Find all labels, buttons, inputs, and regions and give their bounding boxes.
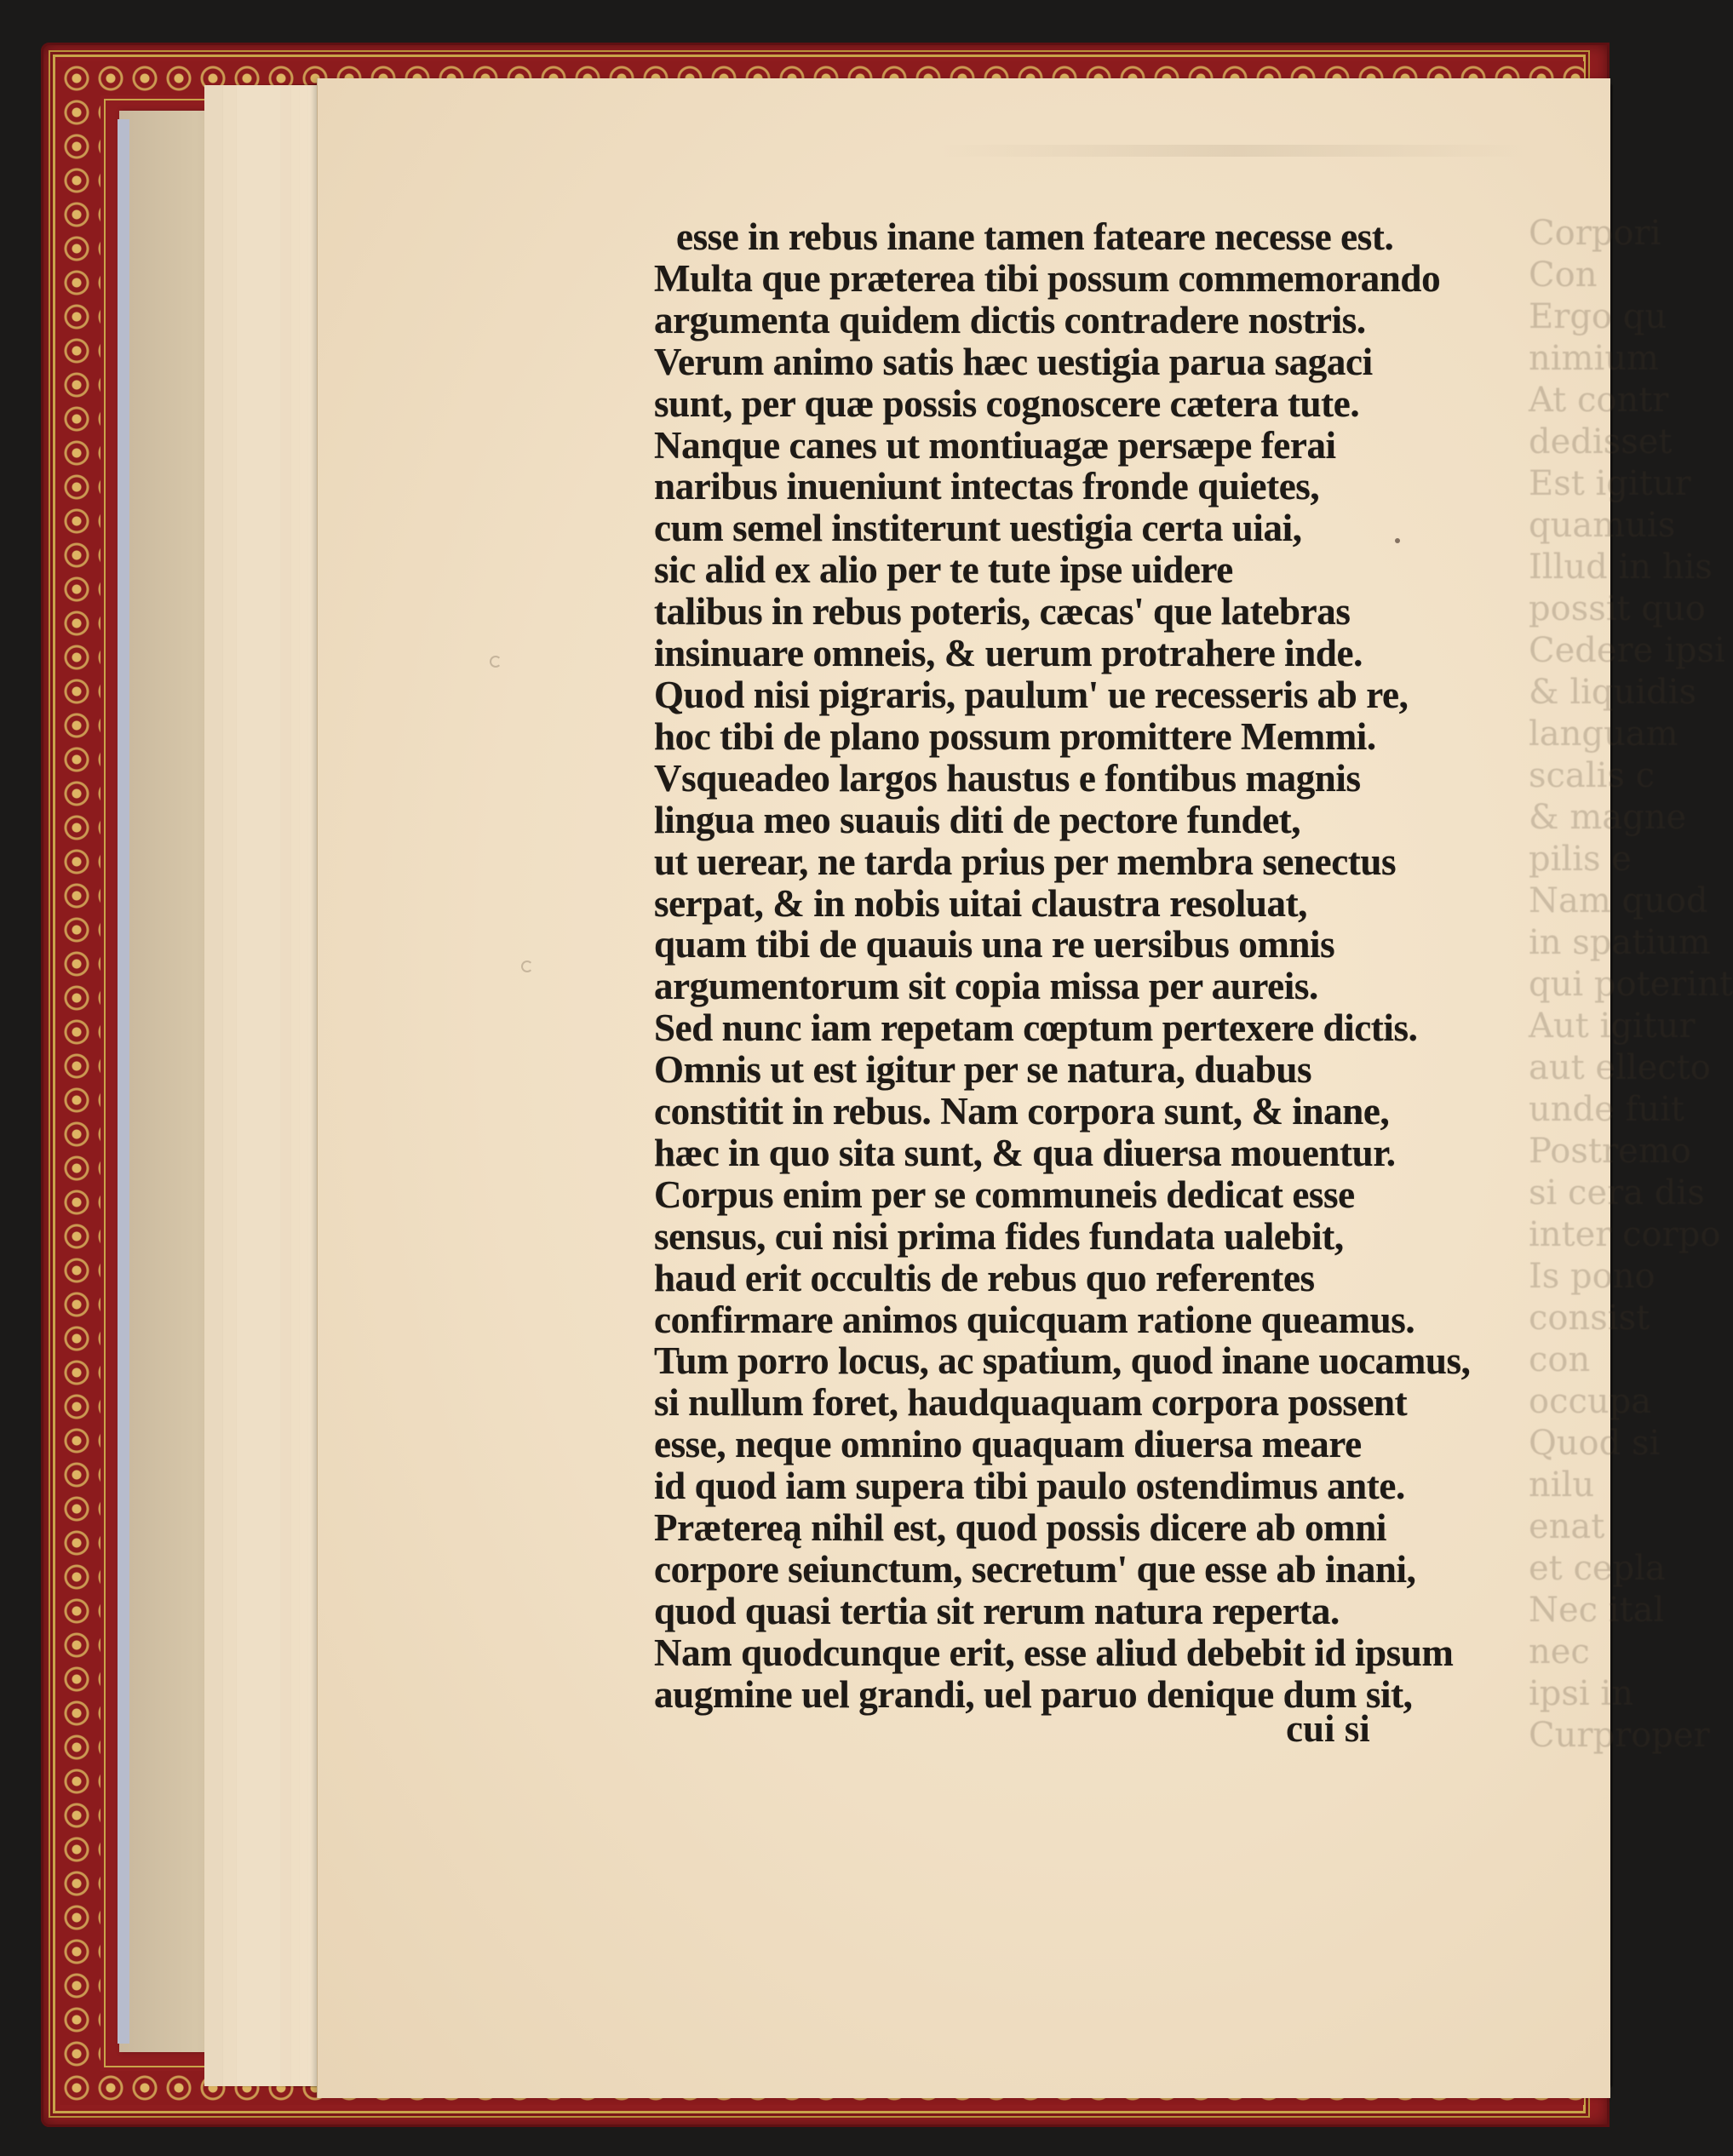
gilt-ornament-band-left (60, 61, 100, 2105)
text-line: cum semel institerunt uestigia certa uiai, (654, 507, 1302, 550)
showthrough-line: Corpori (1529, 214, 1661, 253)
text-line: hæc in quo sita sunt, & qua diuersa mouentur. (654, 1131, 1396, 1174)
showthrough-line: Con (1529, 255, 1598, 295)
text-line: id quod iam supera tibi paulo ostendimus ante. (654, 1465, 1405, 1508)
text-line: Sed nunc iam repetam cœptum pertexere dictis. (654, 1006, 1418, 1050)
text-line: Nanque canes ut montiuagæ persæpe ferai (654, 423, 1336, 467)
text-line: lingua meo suauis diti de pectore fundet, (654, 798, 1301, 841)
showthrough-line: pilis e (1529, 840, 1632, 879)
text-line: Prætereą nihil est, quod possis dicere ab omni (654, 1506, 1386, 1550)
showthrough-line: ipsi in (1529, 1674, 1633, 1713)
text-line: argumenta quidem dictis contradere nostris. (654, 298, 1366, 341)
showthrough-line: Cedere ipsi (1529, 631, 1725, 670)
showthrough-line: in spatium (1529, 923, 1711, 962)
showthrough-line: & magne (1529, 798, 1687, 837)
showthrough-line: Is pono (1529, 1257, 1656, 1296)
text-line: constitit in rebus. Nam corpora sunt, & inane, (654, 1090, 1390, 1133)
showthrough-line: At contr (1529, 381, 1669, 420)
showthrough-line: quamuis (1529, 506, 1676, 545)
showthrough-line: dedisset (1529, 422, 1673, 462)
showthrough-line: Est igitur (1529, 464, 1691, 503)
text-line: Verum animo satis hæc uestigia parua sagaci (654, 340, 1373, 383)
running-head-ghost (937, 145, 1533, 157)
showthrough-line: Aut igitur (1529, 1006, 1696, 1046)
showthrough-line: & liquidis (1529, 673, 1696, 712)
showthrough-line: possit quo (1529, 589, 1706, 628)
text-line: argumentorum sit copia missa per aureis. (654, 965, 1318, 1008)
text-line: si nullum foret, haudquaquam corpora possent (654, 1381, 1408, 1425)
text-line: haud erit occultis de rebus quo referentes (654, 1256, 1315, 1299)
paper-crease-mark (490, 656, 502, 668)
text-line: Omnis ut est igitur per se natura, duabus (654, 1048, 1312, 1092)
text-line: sic alid ex alio per te tute ipse uidere (654, 548, 1233, 592)
text-line: corpore seiunctum, secretum' que esse ab inani, (654, 1548, 1416, 1591)
showthrough-line: Postremo (1529, 1132, 1691, 1171)
text-line: Quod nisi pigraris, paulum' ue recesseris ab re, (654, 673, 1409, 716)
text-line: Multa que præterea tibi possum commemorando (654, 256, 1441, 300)
text-line: Tum porro locus, ac spatium, quod inane uocamus, (654, 1339, 1471, 1383)
text-line: ut uerear, ne tarda prius per membra senectus (654, 840, 1397, 883)
text-line: serpat, & in nobis uitai claustra resoluat, (654, 881, 1308, 925)
showthrough-line: Quod si (1529, 1424, 1661, 1463)
text-line: insinuare omneis, & uerum protrahere inde. (654, 632, 1363, 675)
showthrough-line: Illud in his (1529, 548, 1713, 587)
text-line: naribus inueniunt intectas fronde quietes, (654, 465, 1320, 508)
text-line: quod quasi tertia sit rerum natura reperta. (654, 1589, 1340, 1632)
text-line: esse, neque omnino quaquam diuersa meare (654, 1423, 1362, 1466)
text-line: Corpus enim per se communeis dedicat esse (654, 1173, 1355, 1216)
showthrough-line: si cera dis (1529, 1173, 1705, 1213)
text-line: confirmare animos quicquam ratione queamus. (654, 1298, 1415, 1341)
text-line: sensus, cui nisi prima fides fundata ualebit, (654, 1214, 1344, 1258)
showthrough-line: enat (1529, 1507, 1605, 1546)
showthrough-line: unde fuit (1529, 1090, 1684, 1129)
text-line: esse in rebus inane tamen fateare necesse est. (676, 215, 1394, 258)
text-line: sunt, per quæ possis cognoscere cætera tute. (654, 381, 1360, 425)
text-line: augmine uel grandi, uel paruo denique dum sit, (654, 1672, 1413, 1716)
showthrough-line: Ergo qu (1529, 297, 1667, 336)
facing-leaf-showthrough (1529, 213, 1733, 1882)
text-block (654, 216, 1506, 1716)
text-line: quam tibi de quauis una re uersibus omnis (654, 923, 1335, 966)
showthrough-line: languam (1529, 714, 1678, 754)
text-line: hoc tibi de plano possum promittere Memmi. (654, 714, 1376, 758)
showthrough-line: nilu (1529, 1465, 1595, 1505)
showthrough-line: Curproper (1529, 1716, 1710, 1755)
text-line: Vsqueadeo largos haustus e fontibus magnis (654, 756, 1361, 800)
showthrough-line: con (1529, 1340, 1591, 1379)
showthrough-line: nec (1529, 1632, 1590, 1671)
showthrough-line: qui poterint (1529, 965, 1733, 1004)
catchword: cui si (1286, 1707, 1370, 1750)
showthrough-line: occupa (1529, 1382, 1652, 1421)
showthrough-line: Nec ital (1529, 1591, 1665, 1630)
showthrough-line: consist (1529, 1299, 1650, 1338)
showthrough-line: Nam quod (1529, 881, 1708, 920)
pastedown-hinge-strip (118, 119, 129, 2044)
showthrough-line: nimium (1529, 339, 1659, 378)
showthrough-line: et cepla (1529, 1549, 1666, 1588)
showthrough-line: inter corpo (1529, 1215, 1721, 1254)
showthrough-line: scalis c (1529, 756, 1656, 795)
showthrough-line: aut ellecto (1529, 1048, 1711, 1087)
text-line: talibus in rebus poteris, cæcas' que latebras (654, 590, 1351, 634)
text-line: Nam quodcunque erit, esse aliud debebit id ipsum (654, 1631, 1454, 1674)
paper-crease-mark (521, 960, 533, 972)
